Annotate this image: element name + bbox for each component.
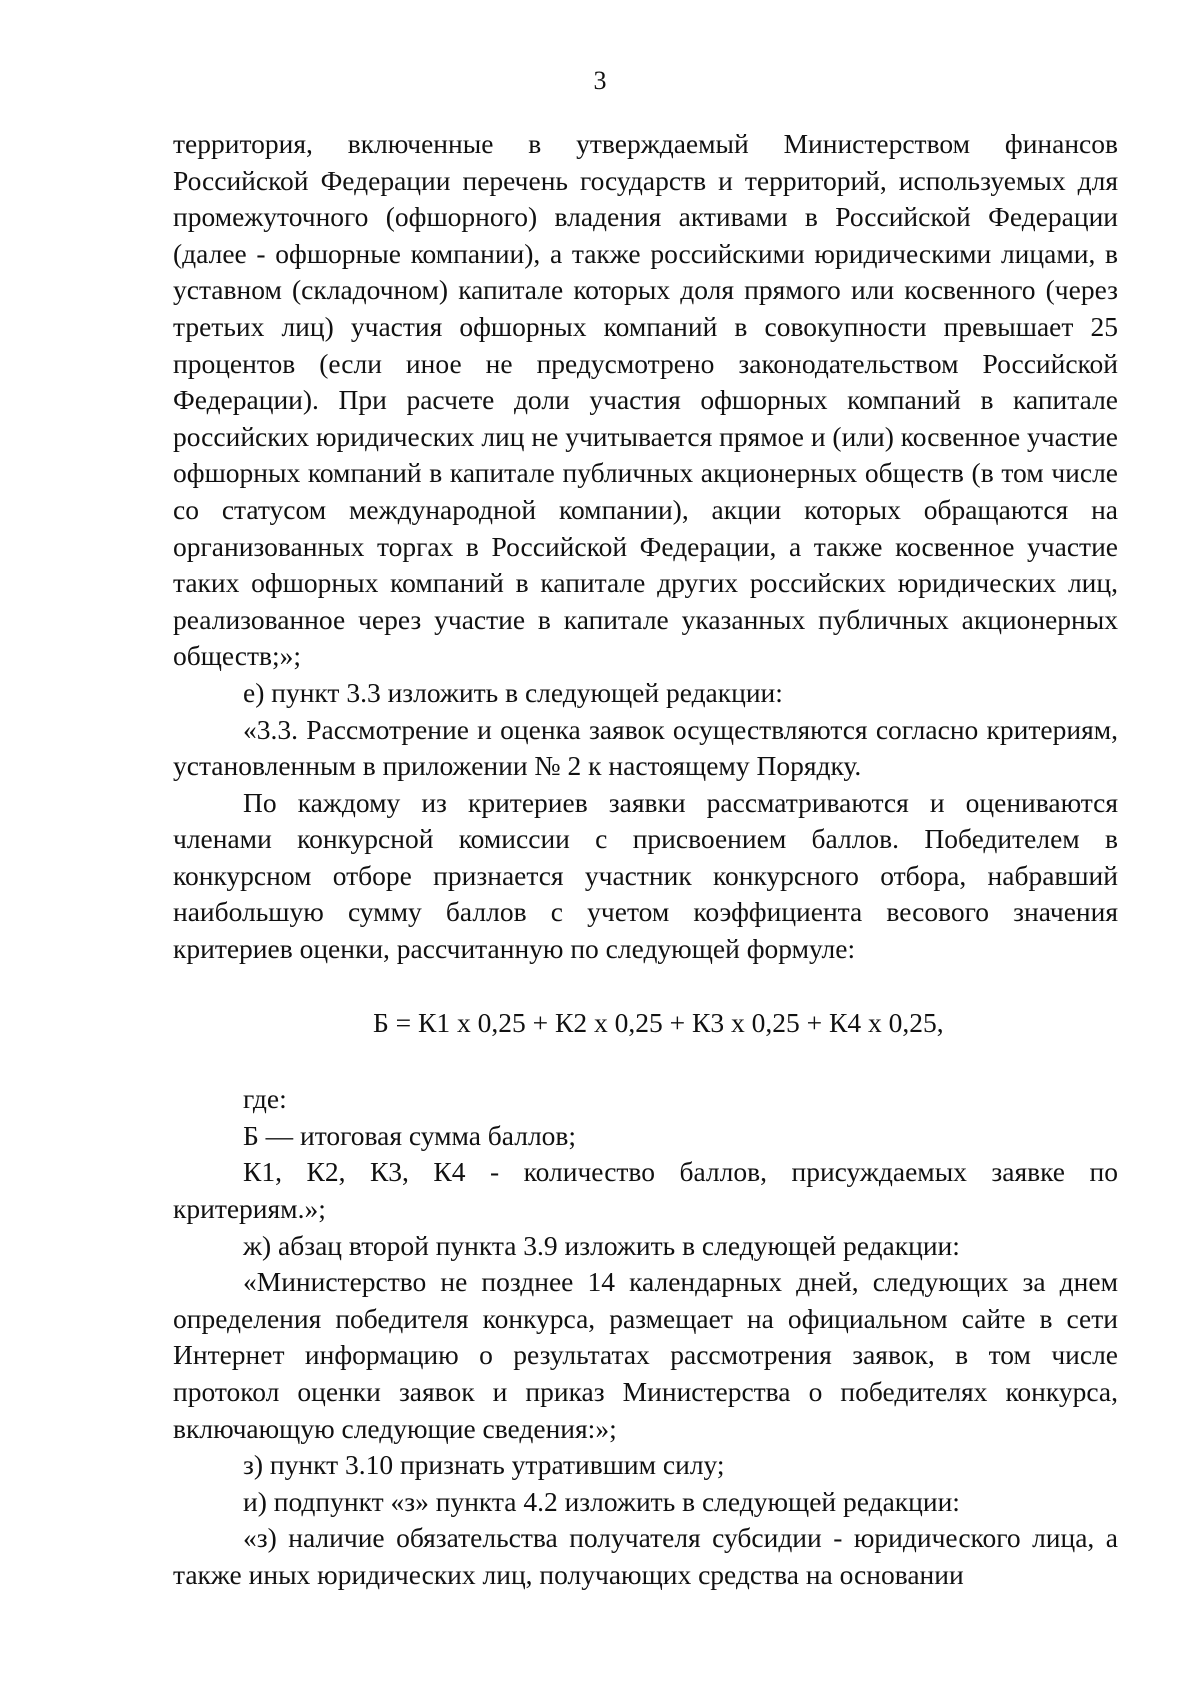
paragraph: и) подпункт «з» пункта 4.2 изложить в следующей редакции: — [243, 1485, 960, 1517]
page-number: 3 — [593, 66, 607, 95]
paragraph: е) пункт 3.3 изложить в следующей редакции: — [243, 676, 783, 708]
paragraph: К1, К2, К3, К4 - количество баллов, присуждаемых заявке по критериям.»; — [173, 1156, 1118, 1225]
paragraph: «3.3. Рассмотрение и оценка заявок осуществляются согласно критериям, установленным в приложении № 2 к настоящему Порядку. — [173, 713, 1118, 782]
paragraph: где: — [243, 1083, 287, 1115]
paragraph: з) пункт 3.10 признать утратившим силу; — [243, 1449, 725, 1481]
paragraph: ж) абзац второй пункта 3.9 изложить в следующей редакции: — [243, 1229, 960, 1261]
paragraph: территория, включенные в утверждаемый Министерством финансов Российской Федерации перечень государств и территорий, используемых для промежуточного (офшорного) владения активами в Российской Федерации (далее - офшорные компании), а также российскими юридическими лицами, в уставном (складочном) капитале которых доля прямого или косвенного (через третьих лиц) участия офшорных компаний в совокупности превышает 25 процентов (если иное не предусмотрено законодательством Российской Федерации). При расчете доли участия офшорных компаний в капитале российских юридических лиц не учитывается прямое и (или) косвенное участие офшорных компаний в капитале публичных акционерных обществ (в том числе со статусом международной компании), акции которых обращаются на организованных торгах в Российской Федерации, а также косвенное участие таких офшорных компаний в капитале других российских юридических лиц, реализованное через участие в капитале указанных публичных акционерных обществ;»; — [173, 128, 1118, 672]
formula: Б = К1 x 0,25 + К2 x 0,25 + К3 x 0,25 + К4 x 0,25, — [373, 1006, 944, 1038]
document-body — [173, 126, 1118, 1594]
paragraph: «Министерство не позднее 14 календарных дней, следующих за днем определения победителя конкурса, размещает на официальном сайте в сети Интернет информацию о результатах рассмотрения заявок, в том числе протокол оценки заявок и приказ Министерства о победителях конкурса, включающую следующие сведения:»; — [173, 1266, 1118, 1444]
paragraph: «з) наличие обязательства получателя субсидии - юридического лица, а также иных юридических лиц, получающих средства на основании — [173, 1522, 1118, 1590]
paragraph: Б — итоговая сумма баллов; — [243, 1119, 577, 1151]
paragraph: По каждому из критериев заявки рассматриваются и оцениваются членами конкурсной комиссии с присвоением баллов. Победителем в конкурсном отборе признается участник конкурсного отбора, набравший наибольшую сумму баллов с учетом коэффициента весового значения критериев оценки, рассчитанную по следующей формуле: — [173, 786, 1118, 965]
